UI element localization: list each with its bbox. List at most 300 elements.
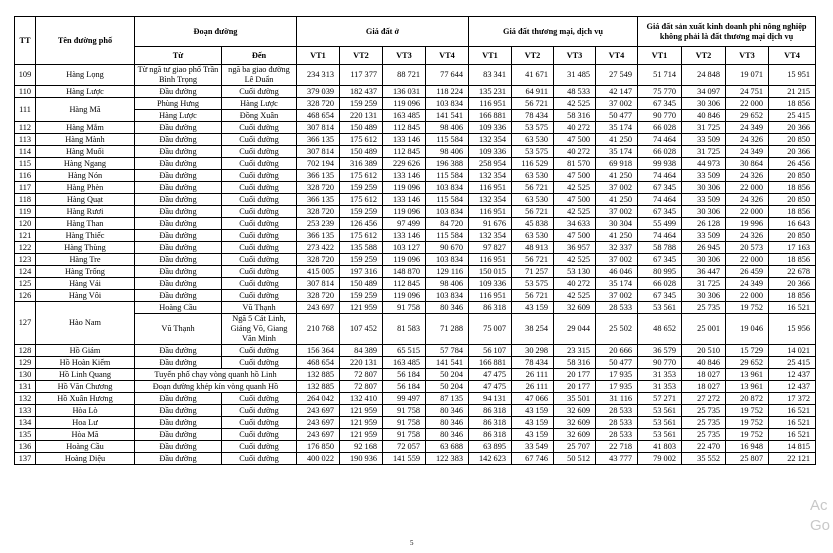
row-segment-description: Đoạn đường khép kín vòng quanh Hồ xyxy=(135,381,297,393)
row-price-value: 18 856 xyxy=(769,206,816,218)
row-price-value: 25 502 xyxy=(596,314,638,345)
row-price-value: 19 752 xyxy=(726,429,769,441)
table-row xyxy=(15,393,816,405)
row-price-value: 118 224 xyxy=(426,86,469,98)
row-price-value: 69 918 xyxy=(596,158,638,170)
row-price-value: 67 746 xyxy=(512,453,554,465)
row-price-value: 19 996 xyxy=(726,218,769,230)
row-tt: 136 xyxy=(15,441,36,453)
row-price-value: 28 533 xyxy=(596,302,638,314)
row-price-value: 72 807 xyxy=(340,381,383,393)
row-price-value: 97 827 xyxy=(469,242,512,254)
row-price-value: 31 485 xyxy=(554,65,596,86)
row-street-name: Hàng Ngang xyxy=(36,158,135,170)
row-price-value: 18 856 xyxy=(769,182,816,194)
row-from: Đầu đường xyxy=(135,122,222,134)
row-price-value: 90 770 xyxy=(638,357,682,369)
row-price-value: 22 000 xyxy=(726,254,769,266)
row-price-value: 35 174 xyxy=(596,146,638,158)
row-to: Cuối đường xyxy=(222,441,297,453)
row-price-value: 26 111 xyxy=(512,381,554,393)
row-price-value: 44 973 xyxy=(682,158,726,170)
row-price-value: 81 570 xyxy=(554,158,596,170)
row-price-value: 41 671 xyxy=(512,65,554,86)
table-body xyxy=(15,65,816,465)
row-tt: 120 xyxy=(15,218,36,230)
row-price-value: 150 489 xyxy=(340,278,383,290)
table-row xyxy=(15,158,816,170)
row-price-value: 32 609 xyxy=(554,302,596,314)
row-price-value: 42 147 xyxy=(596,86,638,98)
row-price-value: 98 406 xyxy=(426,146,469,158)
row-price-value: 115 584 xyxy=(426,194,469,206)
row-price-value: 37 002 xyxy=(596,182,638,194)
row-street-name: Hàng Trống xyxy=(36,266,135,278)
row-price-value: 20 366 xyxy=(769,122,816,134)
row-price-value: 25 001 xyxy=(682,314,726,345)
row-price-value: 77 644 xyxy=(426,65,469,86)
row-price-value: 109 336 xyxy=(469,122,512,134)
row-price-value: 36 579 xyxy=(638,345,682,357)
row-price-value: 91 758 xyxy=(383,417,426,429)
row-price-value: 29 652 xyxy=(726,357,769,369)
row-price-value: 27 272 xyxy=(682,393,726,405)
row-price-value: 163 485 xyxy=(383,357,426,369)
col-header-vt: VT3 xyxy=(726,47,769,65)
row-to: Cuối đường xyxy=(222,230,297,242)
row-to: Cuối đường xyxy=(222,357,297,369)
row-price-value: 220 131 xyxy=(340,110,383,122)
table-row xyxy=(15,405,816,417)
row-price-value: 38 254 xyxy=(512,314,554,345)
row-price-value: 37 002 xyxy=(596,254,638,266)
row-price-value: 91 758 xyxy=(383,302,426,314)
row-price-value: 25 735 xyxy=(682,405,726,417)
row-price-value: 15 951 xyxy=(769,65,816,86)
row-price-value: 84 720 xyxy=(426,218,469,230)
row-price-value: 25 735 xyxy=(682,429,726,441)
row-tt: 115 xyxy=(15,158,36,170)
row-street-name: Hàng Thùng xyxy=(36,242,135,254)
table-row xyxy=(15,230,816,242)
row-price-value: 57 784 xyxy=(426,345,469,357)
row-street-name: Hòa Lò xyxy=(36,405,135,417)
row-to: Cuối đường xyxy=(222,134,297,146)
row-price-value: 56 107 xyxy=(469,345,512,357)
row-from: Phùng Hưng xyxy=(135,98,222,110)
row-price-value: 18 856 xyxy=(769,98,816,110)
row-street-name: Hàng Lọng xyxy=(36,65,135,86)
row-price-value: 18 027 xyxy=(682,381,726,393)
row-to: Hàng Lược xyxy=(222,98,297,110)
row-price-value: 159 259 xyxy=(340,206,383,218)
row-price-value: 22 000 xyxy=(726,290,769,302)
row-price-value: 30 864 xyxy=(726,158,769,170)
row-price-value: 14 021 xyxy=(769,345,816,357)
row-price-value: 20 510 xyxy=(682,345,726,357)
row-price-value: 34 097 xyxy=(682,86,726,98)
row-tt: 130 xyxy=(15,369,36,381)
row-price-value: 56 721 xyxy=(512,98,554,110)
row-price-value: 56 721 xyxy=(512,254,554,266)
row-price-value: 26 459 xyxy=(726,266,769,278)
row-price-value: 53 561 xyxy=(638,429,682,441)
row-price-value: 15 956 xyxy=(769,314,816,345)
row-price-value: 132 354 xyxy=(469,170,512,182)
row-tt: 127 xyxy=(15,302,36,345)
row-price-value: 16 521 xyxy=(769,302,816,314)
row-price-value: 117 377 xyxy=(340,65,383,86)
row-from: Đầu đường xyxy=(135,405,222,417)
row-price-value: 103 834 xyxy=(426,290,469,302)
row-price-value: 53 561 xyxy=(638,417,682,429)
row-from: Vũ Thạnh xyxy=(135,314,222,345)
row-price-value: 150 489 xyxy=(340,122,383,134)
row-price-value: 24 349 xyxy=(726,146,769,158)
row-price-value: 20 850 xyxy=(769,194,816,206)
row-price-value: 75 770 xyxy=(638,86,682,98)
row-price-value: 20 872 xyxy=(726,393,769,405)
row-price-value: 107 452 xyxy=(340,314,383,345)
row-price-value: 307 814 xyxy=(297,146,340,158)
row-price-value: 122 383 xyxy=(426,453,469,465)
row-price-value: 80 346 xyxy=(426,405,469,417)
table-row xyxy=(15,86,816,98)
row-price-value: 35 174 xyxy=(596,122,638,134)
row-price-value: 26 128 xyxy=(682,218,726,230)
row-street-name: Hoàng Cầu xyxy=(36,441,135,453)
row-price-value: 109 336 xyxy=(469,278,512,290)
row-price-value: 66 028 xyxy=(638,146,682,158)
row-to: Vũ Thạnh xyxy=(222,302,297,314)
row-price-value: 17 372 xyxy=(769,393,816,405)
row-price-value: 32 609 xyxy=(554,417,596,429)
row-price-value: 112 845 xyxy=(383,146,426,158)
table-row xyxy=(15,429,816,441)
table-row xyxy=(15,290,816,302)
row-price-value: 36 957 xyxy=(554,242,596,254)
row-price-value: 42 525 xyxy=(554,290,596,302)
row-price-value: 121 959 xyxy=(340,429,383,441)
row-to: Đồng Xuân xyxy=(222,110,297,122)
row-price-value: 37 002 xyxy=(596,206,638,218)
col-header-vt: VT4 xyxy=(769,47,816,65)
row-price-value: 159 259 xyxy=(340,182,383,194)
row-price-value: 12 437 xyxy=(769,369,816,381)
row-street-name: Hồ Xuân Hương xyxy=(36,393,135,405)
row-tt: 109 xyxy=(15,65,36,86)
row-price-value: 141 541 xyxy=(426,357,469,369)
table-row xyxy=(15,194,816,206)
row-to: Cuối đường xyxy=(222,194,297,206)
row-price-value: 133 146 xyxy=(383,170,426,182)
row-price-value: 41 250 xyxy=(596,194,638,206)
row-from: Đầu đường xyxy=(135,266,222,278)
row-price-value: 31 116 xyxy=(596,393,638,405)
table-row xyxy=(15,381,816,393)
row-price-value: 21 215 xyxy=(769,86,816,98)
row-price-value: 50 512 xyxy=(554,453,596,465)
row-price-value: 30 306 xyxy=(682,290,726,302)
row-tt: 128 xyxy=(15,345,36,357)
row-price-value: 63 530 xyxy=(512,170,554,182)
row-price-value: 97 499 xyxy=(383,218,426,230)
row-price-value: 116 529 xyxy=(512,158,554,170)
row-price-value: 43 777 xyxy=(596,453,638,465)
row-price-value: 115 584 xyxy=(426,170,469,182)
row-price-value: 103 834 xyxy=(426,182,469,194)
row-price-value: 307 814 xyxy=(297,278,340,290)
row-price-value: 163 485 xyxy=(383,110,426,122)
row-price-value: 63 530 xyxy=(512,194,554,206)
row-price-value: 17 935 xyxy=(596,381,638,393)
row-price-value: 135 588 xyxy=(340,242,383,254)
row-street-name: Hồ Linh Quang xyxy=(36,369,135,381)
row-price-value: 67 345 xyxy=(638,254,682,266)
row-price-value: 253 239 xyxy=(297,218,340,230)
row-price-value: 20 177 xyxy=(554,369,596,381)
page-number: 5 xyxy=(410,539,414,547)
row-price-value: 22 470 xyxy=(682,441,726,453)
row-price-value: 150 015 xyxy=(469,266,512,278)
row-price-value: 43 159 xyxy=(512,417,554,429)
row-price-value: 27 549 xyxy=(596,65,638,86)
row-price-value: 40 272 xyxy=(554,146,596,158)
row-from: Đầu đường xyxy=(135,393,222,405)
row-from: Đầu đường xyxy=(135,146,222,158)
row-price-value: 22 000 xyxy=(726,182,769,194)
row-price-value: 273 422 xyxy=(297,242,340,254)
row-price-value: 16 521 xyxy=(769,417,816,429)
row-price-value: 103 834 xyxy=(426,254,469,266)
row-price-value: 379 039 xyxy=(297,86,340,98)
row-price-value: 175 612 xyxy=(340,134,383,146)
row-price-value: 24 751 xyxy=(726,86,769,98)
row-price-value: 47 066 xyxy=(512,393,554,405)
row-price-value: 86 318 xyxy=(469,417,512,429)
row-price-value: 133 146 xyxy=(383,194,426,206)
row-price-value: 366 135 xyxy=(297,170,340,182)
row-price-value: 136 031 xyxy=(383,86,426,98)
row-price-value: 50 204 xyxy=(426,381,469,393)
table-row xyxy=(15,122,816,134)
row-price-value: 166 881 xyxy=(469,357,512,369)
row-price-value: 50 477 xyxy=(596,357,638,369)
row-street-name: Hoàng Diệu xyxy=(36,453,135,465)
row-price-value: 57 271 xyxy=(638,393,682,405)
row-from: Từ ngã tư giao phố Trần Bình Trọng xyxy=(135,65,222,86)
row-street-name: Hàng Mắm xyxy=(36,122,135,134)
row-price-value: 22 000 xyxy=(726,98,769,110)
row-price-value: 63 688 xyxy=(426,441,469,453)
row-price-value: 24 326 xyxy=(726,170,769,182)
row-tt: 123 xyxy=(15,254,36,266)
row-price-value: 243 697 xyxy=(297,417,340,429)
row-price-value: 41 250 xyxy=(596,134,638,146)
row-price-value: 41 250 xyxy=(596,170,638,182)
row-to: Cuối đường xyxy=(222,182,297,194)
row-price-value: 66 028 xyxy=(638,122,682,134)
row-tt: 131 xyxy=(15,381,36,393)
row-price-value: 328 720 xyxy=(297,98,340,110)
row-price-value: 20 177 xyxy=(554,381,596,393)
row-to: Cuối đường xyxy=(222,206,297,218)
row-price-value: 103 127 xyxy=(383,242,426,254)
row-from: Đầu đường xyxy=(135,290,222,302)
row-price-value: 20 666 xyxy=(596,345,638,357)
row-price-value: 17 163 xyxy=(769,242,816,254)
row-price-value: 30 304 xyxy=(596,218,638,230)
col-header-vt: VT3 xyxy=(383,47,426,65)
row-price-value: 415 005 xyxy=(297,266,340,278)
row-price-value: 16 948 xyxy=(726,441,769,453)
row-price-value: 40 846 xyxy=(682,110,726,122)
row-price-value: 243 697 xyxy=(297,429,340,441)
row-price-value: 31 725 xyxy=(682,146,726,158)
row-price-value: 116 951 xyxy=(469,98,512,110)
row-price-value: 141 541 xyxy=(426,110,469,122)
col-header-to: Đến xyxy=(222,47,297,65)
row-price-value: 34 633 xyxy=(554,218,596,230)
row-price-value: 51 714 xyxy=(638,65,682,86)
row-price-value: 92 168 xyxy=(340,441,383,453)
row-price-value: 30 306 xyxy=(682,254,726,266)
row-price-value: 88 721 xyxy=(383,65,426,86)
row-price-value: 132 354 xyxy=(469,194,512,206)
row-tt: 111 xyxy=(15,98,36,122)
row-price-value: 80 346 xyxy=(426,417,469,429)
row-from: Đầu đường xyxy=(135,357,222,369)
row-price-value: 132 354 xyxy=(469,230,512,242)
row-price-value: 55 499 xyxy=(638,218,682,230)
row-tt: 121 xyxy=(15,230,36,242)
row-price-value: 19 752 xyxy=(726,417,769,429)
row-price-value: 20 850 xyxy=(769,230,816,242)
row-price-value: 16 521 xyxy=(769,429,816,441)
table-header xyxy=(15,17,816,65)
row-price-value: 176 850 xyxy=(297,441,340,453)
row-price-value: 86 318 xyxy=(469,302,512,314)
row-price-value: 74 464 xyxy=(638,230,682,242)
row-from: Đầu đường xyxy=(135,453,222,465)
row-price-value: 234 313 xyxy=(297,65,340,86)
row-from: Đầu đường xyxy=(135,278,222,290)
table-row xyxy=(15,357,816,369)
row-price-value: 135 231 xyxy=(469,86,512,98)
row-price-value: 91 758 xyxy=(383,429,426,441)
row-to: Cuối đường xyxy=(222,158,297,170)
row-tt: 124 xyxy=(15,266,36,278)
row-price-value: 98 406 xyxy=(426,278,469,290)
row-price-value: 35 552 xyxy=(682,453,726,465)
row-price-value: 25 707 xyxy=(554,441,596,453)
row-price-value: 142 623 xyxy=(469,453,512,465)
row-price-value: 53 575 xyxy=(512,122,554,134)
row-price-value: 702 194 xyxy=(297,158,340,170)
row-price-value: 30 306 xyxy=(682,206,726,218)
row-price-value: 20 366 xyxy=(769,278,816,290)
row-price-value: 159 259 xyxy=(340,98,383,110)
row-price-value: 33 509 xyxy=(682,194,726,206)
table-row xyxy=(15,146,816,158)
table-row xyxy=(15,266,816,278)
row-price-value: 132 410 xyxy=(340,393,383,405)
row-price-value: 37 002 xyxy=(596,98,638,110)
table-row xyxy=(15,170,816,182)
col-header-vt: VT2 xyxy=(682,47,726,65)
row-price-value: 18 027 xyxy=(682,369,726,381)
row-price-value: 31 353 xyxy=(638,369,682,381)
row-price-value: 20 573 xyxy=(726,242,769,254)
row-street-name: Hàng Muối xyxy=(36,146,135,158)
row-price-value: 80 995 xyxy=(638,266,682,278)
row-price-value: 24 349 xyxy=(726,122,769,134)
row-price-value: 175 612 xyxy=(340,170,383,182)
row-tt: 113 xyxy=(15,134,36,146)
table-row xyxy=(15,278,816,290)
row-tt: 133 xyxy=(15,405,36,417)
table-row xyxy=(15,345,816,357)
row-price-value: 47 500 xyxy=(554,230,596,242)
row-price-value: 32 609 xyxy=(554,429,596,441)
row-price-value: 15 729 xyxy=(726,345,769,357)
row-price-value: 80 346 xyxy=(426,302,469,314)
row-price-value: 56 721 xyxy=(512,182,554,194)
row-price-value: 23 315 xyxy=(554,345,596,357)
row-street-name: Hàng Phèn xyxy=(36,182,135,194)
row-price-value: 26 456 xyxy=(769,158,816,170)
row-price-value: 66 028 xyxy=(638,278,682,290)
row-price-value: 43 159 xyxy=(512,429,554,441)
row-price-value: 22 718 xyxy=(596,441,638,453)
row-price-value: 119 096 xyxy=(383,182,426,194)
row-price-value: 91 676 xyxy=(469,218,512,230)
row-from: Đầu đường xyxy=(135,182,222,194)
row-price-value: 196 388 xyxy=(426,158,469,170)
row-price-value: 141 559 xyxy=(383,453,426,465)
row-price-value: 26 945 xyxy=(682,242,726,254)
row-price-value: 16 643 xyxy=(769,218,816,230)
row-price-value: 116 951 xyxy=(469,182,512,194)
table-row xyxy=(15,417,816,429)
row-price-value: 45 838 xyxy=(512,218,554,230)
row-price-value: 72 057 xyxy=(383,441,426,453)
row-price-value: 17 935 xyxy=(596,369,638,381)
row-from: Đầu đường xyxy=(135,206,222,218)
row-price-value: 18 856 xyxy=(769,290,816,302)
row-price-value: 13 961 xyxy=(726,381,769,393)
row-to: Cuối đường xyxy=(222,122,297,134)
row-price-value: 53 130 xyxy=(554,266,596,278)
row-price-value: 90 670 xyxy=(426,242,469,254)
row-price-value: 26 111 xyxy=(512,369,554,381)
row-price-value: 40 272 xyxy=(554,122,596,134)
row-price-value: 29 044 xyxy=(554,314,596,345)
row-to: Cuối đường xyxy=(222,278,297,290)
row-price-value: 37 002 xyxy=(596,290,638,302)
row-from: Đầu đường xyxy=(135,86,222,98)
row-price-value: 22 678 xyxy=(769,266,816,278)
row-price-value: 22 121 xyxy=(769,453,816,465)
table-row xyxy=(15,254,816,266)
row-price-value: 58 788 xyxy=(638,242,682,254)
row-price-value: 14 815 xyxy=(769,441,816,453)
row-price-value: 40 272 xyxy=(554,278,596,290)
row-street-name: Hàng Nón xyxy=(36,170,135,182)
row-price-value: 63 895 xyxy=(469,441,512,453)
col-header-vt: VT2 xyxy=(512,47,554,65)
row-price-value: 229 626 xyxy=(383,158,426,170)
